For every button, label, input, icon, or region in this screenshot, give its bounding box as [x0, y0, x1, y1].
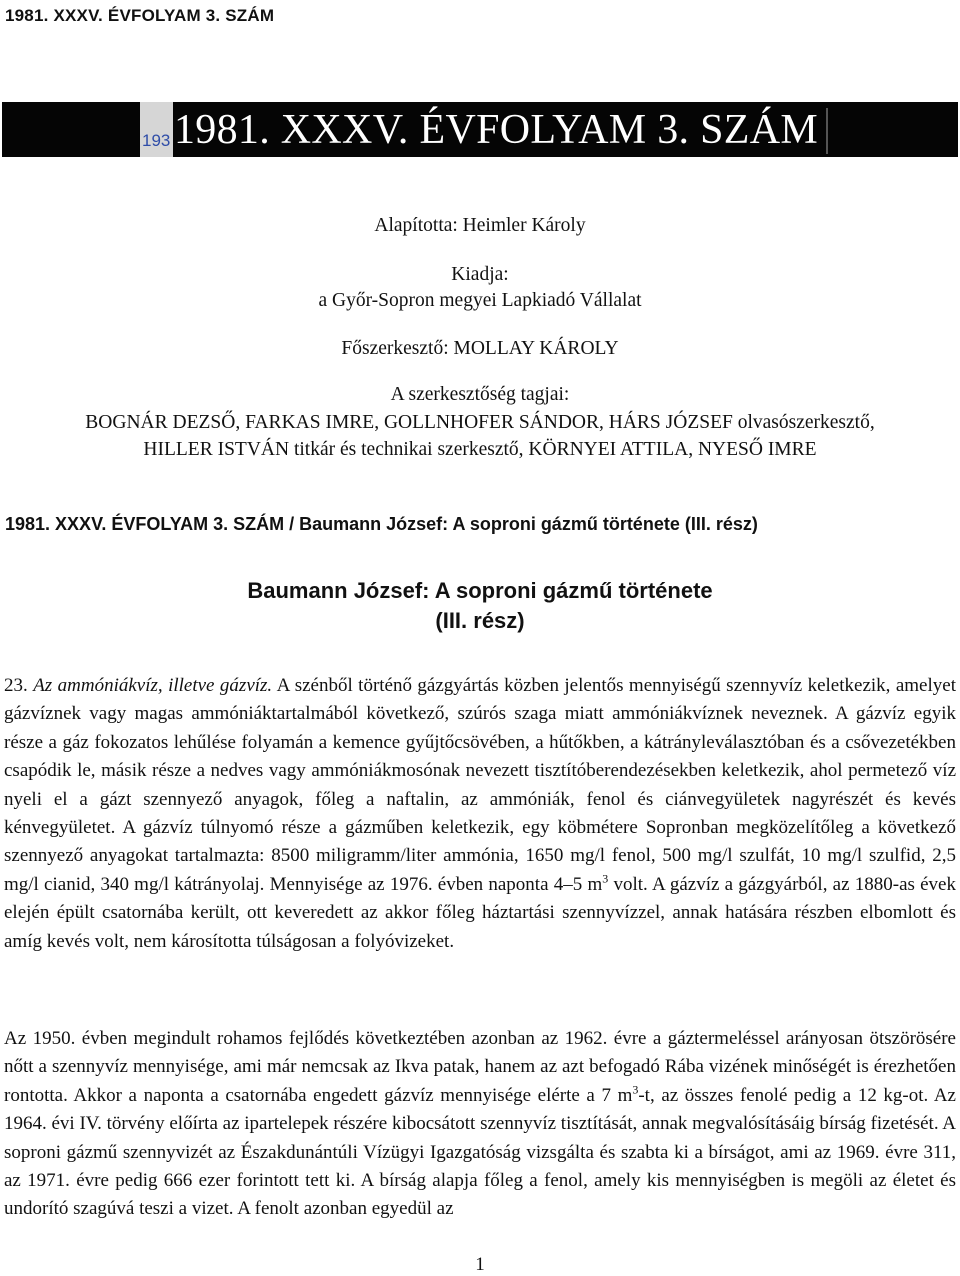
article-title-line-2: (III. rész) — [435, 608, 525, 633]
section-title: Az ammóniákvíz, illetve gázvíz. — [33, 675, 273, 696]
page-number: 1 — [475, 1254, 485, 1275]
article-title-line-1: Baumann József: A soproni gázmű története — [247, 578, 713, 603]
banner-page-number: 193 — [142, 131, 171, 150]
masthead-board-line-1: BOGNÁR DEZSŐ, FARKAS IMRE, GOLLNHOFER SÁNDOR, HÁRS JÓZSEF olvasószerkesztő, — [85, 412, 875, 433]
paragraph-2 — [4, 1025, 956, 1224]
paragraph-1-text-cont: volt. A gázvíz a gázgyárból, az 1880-as évek elején épült csatornába került, ott keveredett az akkor főleg háztartási szennyvízzel, annak hatására részben elbomlott és amíg kevés volt, nem károsította túlságosan a folyóvizeket. — [4, 873, 956, 952]
article-breadcrumb: 1981. XXXV. ÉVFOLYAM 3. SZÁM / Baumann József: A soproni gázmű története (III. rész) — [5, 514, 758, 534]
article-body — [4, 672, 956, 956]
superscript: 3 — [632, 1082, 639, 1097]
superscript: 3 — [602, 871, 609, 886]
banner-divider — [826, 108, 828, 154]
masthead-publisher-label: Kiadja: — [451, 264, 509, 285]
article-title — [0, 576, 960, 636]
masthead-board-label: A szerkesztőség tagjai: — [390, 384, 570, 405]
paragraph-2-text: Az 1950. évben megindult rohamos fejlődés következtében azonban az 1962. évre a gáztermeléssel arányosan ötszörösére nőtt a szennyvíz mennyisége, ami már nemcsak az Ikva patak, hanem az azt befogadó Rába vizének minőségét is érezhetően rontotta. Akkor a naponta a csatornába engedett gázvíz mennyisége elérte a 7 m — [4, 1028, 956, 1106]
masthead-publisher: a Győr-Sopron megyei Lapkiadó Vállalat — [318, 290, 642, 311]
article-body-2 — [4, 1025, 956, 1224]
masthead-founder: Alapította: Heimler Károly — [374, 215, 586, 236]
paragraph-1 — [4, 672, 956, 956]
paragraph-1-text: A szénből történő gázgyártás közben jelentős mennyiségű szennyvíz keletkezik, amelyet gázvíznek vagy magas ammóniáktartalmából következő, szúrós szaga miatt ammóniákvíznek neveznek. A gázvíz egyik része a gáz fokozatos lehűlése folyamán a kemence gyűjtőcsövében, a hűtőkben, a kátrányleválasztóban és a csővezetékben csapódik le, másik része a nedves vagy ammóniákmosónak nevezett tisztítóberendezésekben keletkezik, ahol permetező víz nyeli el a gázt szennyező anyagok, főleg a naftalin, az ammóniák, fenol és ciánvegyületek nagyrészét és kevés kénvegyületet. A gázvíz túlnyomó része a gázműben keletkezik, egy köbmétere Sopronban megközelítőleg a következő szennyező anyagokat tartalmazta: 8500 miligramm/liter ammónia, 1650 mg/l fenol, 500 mg/l szulfát, 10 mg/l szulfid, 2,5 mg/l cianid, 340 mg/l kátrányolaj. Mennyisége az 1976. évben naponta 4–5 m — [4, 675, 956, 895]
section-number: 23. — [4, 675, 28, 696]
running-header: 1981. XXXV. ÉVFOLYAM 3. SZÁM — [5, 6, 275, 25]
issue-banner — [2, 102, 958, 157]
masthead-board-line-2: HILLER ISTVÁN titkár és technikai szerkesztő, KÖRNYEI ATTILA, NYESŐ IMRE — [143, 439, 817, 460]
banner-page-number-box — [140, 102, 173, 157]
paragraph-2-text-cont: -t, az összes fenolé pedig a 12 kg-ot. Az 1964. évi IV. törvény előírta az ipartelepek részére kibocsátott szennyvíz tisztítását, annak megvalósításáig bírság fizetését. A soproni gázmű szennyvizét az Északdunántúli Vízügyi Igazgatóság vizsgálta és szabta ki a bírságot, ami az 1969. évre 311, az 1971. évre pedig 666 ezer forintott tett ki. A bírság alapja főleg a fenol, amely kis mennyiségben is megöli az életet és undorító szagúvá teszi a vizet. A fenolt azonban egyedül az — [4, 1084, 956, 1220]
masthead-editor-in-chief: Főszerkesztő: MOLLAY KÁROLY — [341, 338, 619, 359]
banner-title: 1981. XXXV. ÉVFOLYAM 3. SZÁM — [174, 107, 818, 153]
